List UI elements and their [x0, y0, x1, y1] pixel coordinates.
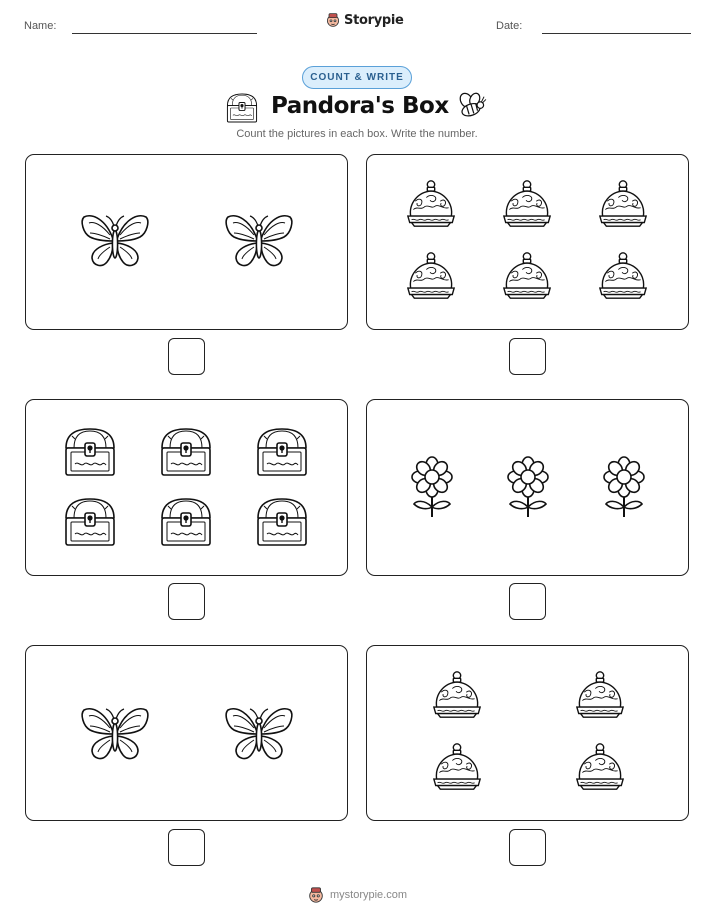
answer-box-4[interactable] — [509, 583, 546, 620]
instructions: Count the pictures in each box. Write the number. — [236, 128, 478, 140]
count-box-5-art — [26, 646, 349, 822]
count-box-1 — [25, 154, 348, 330]
count-box-6 — [366, 645, 689, 821]
jeweled-lid-icon — [577, 672, 623, 717]
answer-box-1[interactable] — [168, 338, 205, 375]
count-box-4 — [366, 399, 689, 576]
answer-box-2[interactable] — [509, 338, 546, 375]
butterfly-icon — [82, 709, 148, 759]
treasure-chest-icon — [162, 429, 210, 475]
jeweled-lid-icon — [600, 181, 646, 226]
count-box-2-art — [367, 155, 690, 331]
flower-icon — [604, 457, 644, 517]
butterfly-icon — [226, 709, 292, 759]
date-line[interactable] — [542, 33, 691, 34]
butterfly-icon — [82, 216, 148, 266]
count-box-4-art — [367, 400, 690, 577]
brand-logo — [325, 12, 404, 28]
answer-box-5[interactable] — [168, 829, 205, 866]
storypie-mascot-icon — [307, 886, 325, 904]
jeweled-lid-icon — [434, 744, 480, 789]
treasure-chest-icon — [66, 499, 114, 545]
bee-icon — [455, 92, 487, 120]
treasure-chest-icon — [225, 92, 259, 124]
footer-url[interactable]: mystorypie.com — [329, 889, 408, 901]
jeweled-lid-icon — [504, 253, 550, 298]
storypie-mascot-icon — [325, 12, 341, 28]
count-box-2 — [366, 154, 689, 330]
answer-box-3[interactable] — [168, 583, 205, 620]
flower-icon — [412, 457, 452, 517]
page-title: Pandora's Box — [271, 93, 449, 119]
jeweled-lid-icon — [577, 744, 623, 789]
count-box-1-art — [26, 155, 349, 331]
treasure-chest-icon — [66, 429, 114, 475]
name-label: Name: — [24, 20, 57, 32]
jeweled-lid-icon — [504, 181, 550, 226]
jeweled-lid-icon — [408, 181, 454, 226]
date-label: Date: — [496, 20, 523, 32]
activity-badge: COUNT & WRITE — [302, 66, 412, 89]
count-box-3-art — [26, 400, 349, 577]
treasure-chest-icon — [258, 499, 306, 545]
brand-name: Storypie — [344, 12, 404, 28]
count-box-6-art — [367, 646, 690, 822]
jeweled-lid-icon — [434, 672, 480, 717]
treasure-chest-icon — [162, 499, 210, 545]
title-row — [0, 90, 714, 128]
treasure-chest-icon — [258, 429, 306, 475]
butterfly-icon — [226, 216, 292, 266]
name-line[interactable] — [72, 33, 257, 34]
jeweled-lid-icon — [408, 253, 454, 298]
footer — [0, 886, 714, 904]
count-box-3 — [25, 399, 348, 576]
answer-box-6[interactable] — [509, 829, 546, 866]
flower-icon — [508, 457, 548, 517]
count-box-5 — [25, 645, 348, 821]
jeweled-lid-icon — [600, 253, 646, 298]
